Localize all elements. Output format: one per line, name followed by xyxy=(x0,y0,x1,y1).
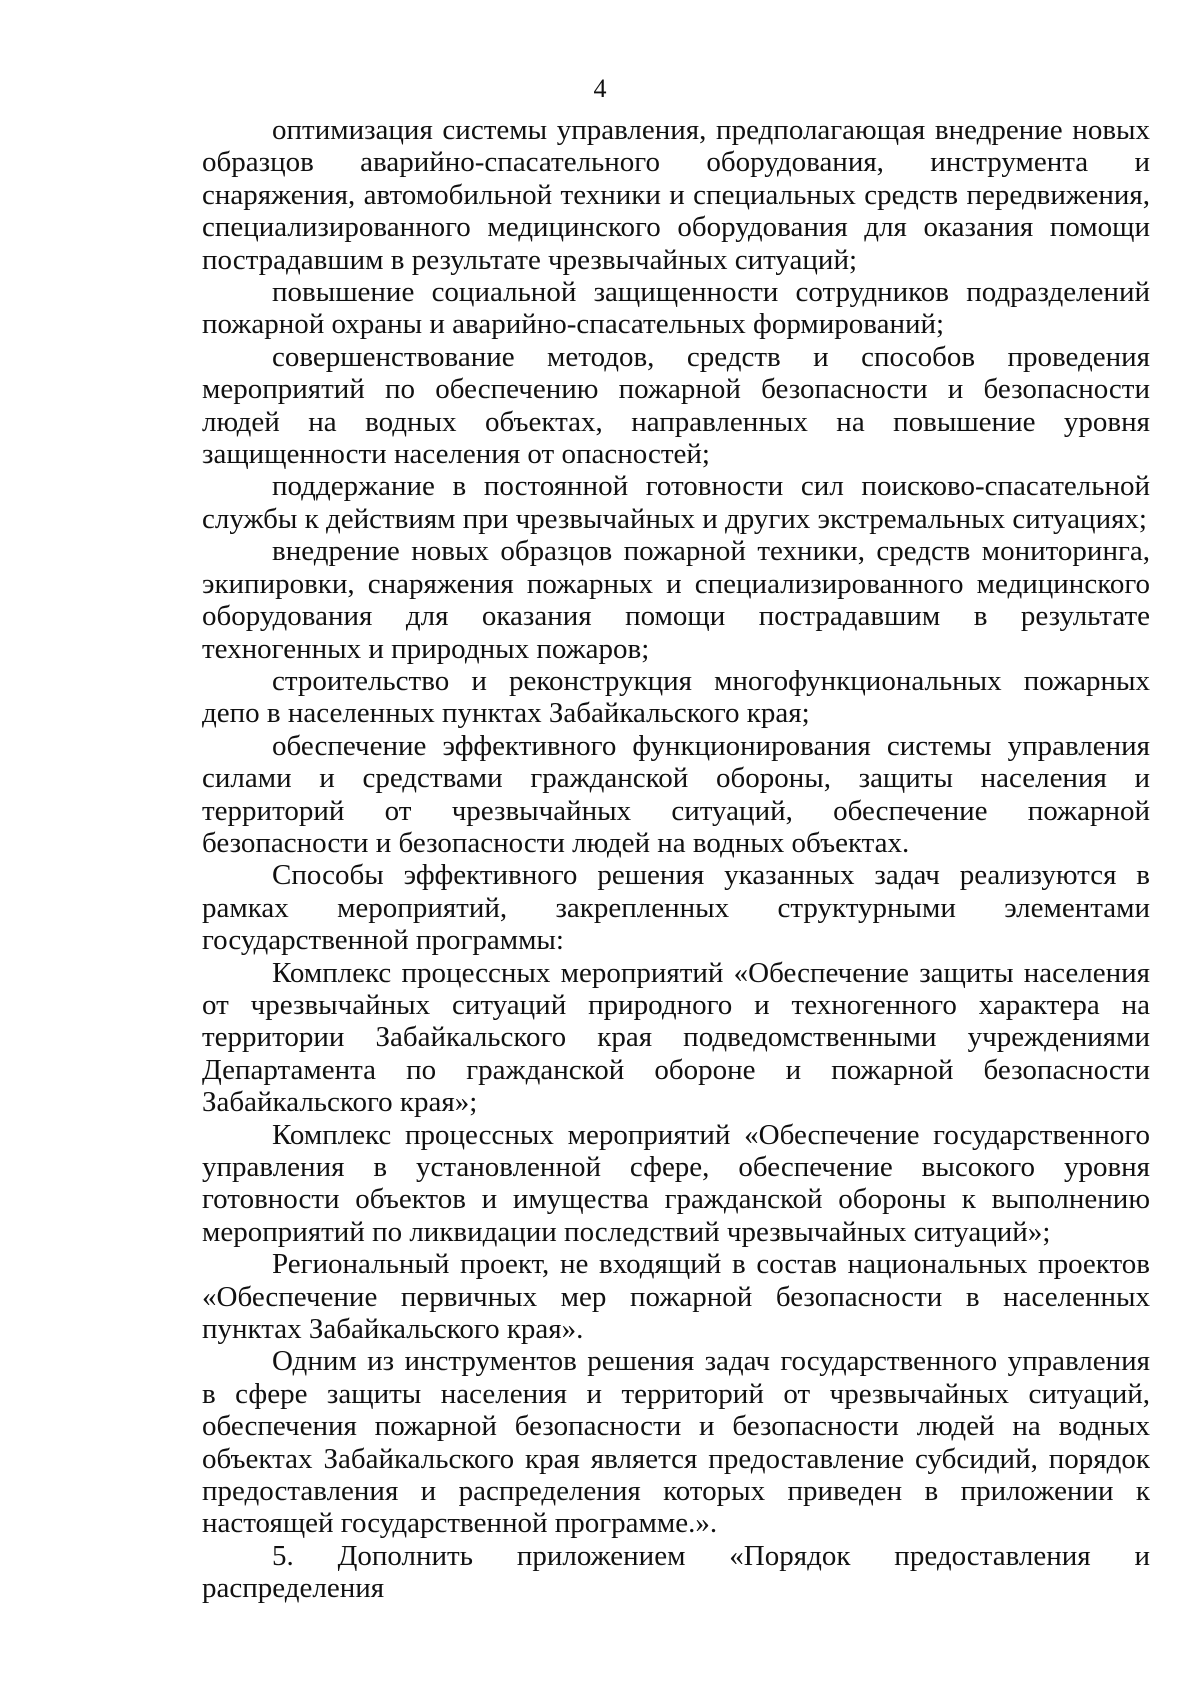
paragraph-solution-methods: Способы эффективного решения указанных задач реализуются в рамках мероприятий, закрепленных структурными элементами государственной программы: xyxy=(202,859,1150,957)
paragraph-fire-depot-construction: строительство и реконструкция многофункциональных пожарных депо в населенных пунктах Забайкальского края; xyxy=(202,664,1150,730)
paragraph-new-equipment: внедрение новых образцов пожарной техники, средств мониторинга, экипировки, снаряжения пожарных и специализированного медицинского оборудования для оказания помощи пострадавшим в результате техногенных и природных пожаров; xyxy=(202,535,1150,665)
document-body xyxy=(202,114,1150,1605)
paragraph-subsidies-instrument: Одним из инструментов решения задач государственного управления в сфере защиты населения и территорий от чрезвычайных ситуаций, обеспечения пожарной безопасности и безопасности людей на водных объектах Забайкальского края является предоставление субсидий, порядок предоставления и распределения которых приведен в приложении к настоящей государственной программе.». xyxy=(202,1345,1150,1540)
paragraph-process-complex-protection: Комплекс процессных мероприятий «Обеспечение защиты населения от чрезвычайных ситуаций природного и техногенного характера на территории Забайкальского края подведомственными учреждениями Департамента по гражданской обороне и пожарной безопасности Забайкальского края»; xyxy=(202,956,1150,1119)
paragraph-process-complex-management: Комплекс процессных мероприятий «Обеспечение государственного управления в установленной сфере, обеспечение высокого уровня готовности объектов и имущества гражданской обороны к выполнению мероприятий по ликвидации последствий чрезвычайных ситуаций»; xyxy=(202,1118,1150,1248)
page-number: 4 xyxy=(593,74,607,103)
paragraph-social-protection: повышение социальной защищенности сотрудников подразделений пожарной охраны и аварийно-спасательных формирований; xyxy=(202,276,1150,341)
paragraph-regional-project: Региональный проект, не входящий в состав национальных проектов «Обеспечение первичных мер пожарной безопасности в населенных пунктах Забайкальского края». xyxy=(202,1248,1150,1346)
paragraph-methods-improvement: совершенствование методов, средств и способов проведения мероприятий по обеспечению пожарной безопасности и безопасности людей на водных объектах, направленных на повышение уровня защищенности населения от опасностей; xyxy=(202,340,1150,471)
paragraph-management-optimization: оптимизация системы управления, предполагающая внедрение новых образцов аварийно-спасательного оборудования, инструмента и снаряжения, автомобильной техники и специальных средств передвижения, специализированного медицинского оборудования для оказания помощи пострадавшим в результате чрезвычайных ситуаций; xyxy=(202,114,1150,276)
paragraph-amendment-item-5: 5. Дополнить приложением «Порядок предоставления и распределения xyxy=(202,1539,1150,1605)
paragraph-rescue-readiness: поддержание в постоянной готовности сил поисково-спасательной службы к действиям при чрезвычайных и других экстремальных ситуациях; xyxy=(202,470,1150,535)
paragraph-civil-defense-management: обеспечение эффективного функционирования системы управления силами и средствами гражданской обороны, защиты населения и территорий от чрезвычайных ситуаций, обеспечение пожарной безопасности и безопасности людей на водных объектах. xyxy=(202,729,1150,859)
